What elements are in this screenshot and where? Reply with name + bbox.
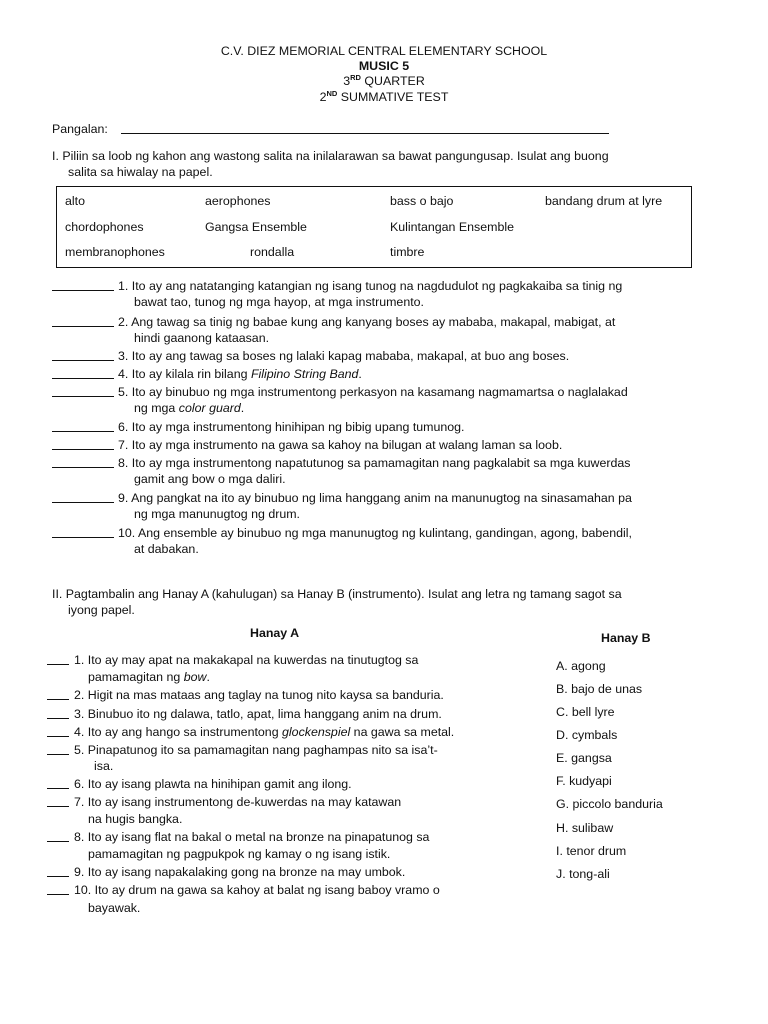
question-text-part: .: [240, 401, 245, 415]
answer-blank[interactable]: [52, 418, 114, 432]
matching-item-text-cont: isa.: [94, 759, 114, 773]
question-text: 10. Ang ensemble ay binubuo ng mga manunugtog ng kulintang, gandingan, agong, babendil,: [118, 526, 632, 540]
matching-item-text: 6. Ito ay isang plawta na hinihipan gamit ang ilong.: [74, 777, 352, 791]
matching-item-text-cont: na hugis bangka.: [88, 812, 183, 826]
subject-title: [0, 58, 768, 74]
school-name: C.V. DIEZ MEMORIAL CENTRAL ELEMENTARY SCHOOL: [220, 44, 548, 58]
word-bank-item: timbre: [390, 245, 425, 259]
word-bank-box: [56, 186, 692, 268]
question-text-emphasis: color guard: [178, 401, 241, 415]
matching-item-text: 9. Ito ay isang napakalaking gong na bronze na may umbok.: [74, 865, 406, 879]
question-text-emphasis: Filipino String Band: [250, 367, 359, 381]
question-text-cont: bawat tao, tunog ng mga hayop, at mga instrumento.: [134, 295, 424, 309]
part2-instruction: II. Pagtambalin ang Hanay A (kahulugan) sa Hanay B (instrumento). Isulat ang letra ng tamang sagot sa: [52, 587, 622, 601]
name-label: Pangalan:: [52, 122, 108, 136]
choice-item: G. piccolo banduria: [556, 797, 663, 811]
answer-blank[interactable]: [52, 436, 114, 450]
test-suffix: ND: [326, 89, 338, 98]
word-bank-item: bandang drum at lyre: [545, 194, 663, 208]
matching-item-text: 2. Higit na mas mataas ang taglay na tunog nito kaysa sa banduria.: [74, 688, 444, 702]
quarter-word: QUARTER: [360, 74, 425, 88]
choice-item: E. gangsa: [556, 751, 612, 765]
choice-item: I. tenor drum: [556, 844, 627, 858]
question-text-cont: ng mga manunugtog ng drum.: [134, 507, 301, 521]
answer-blank[interactable]: [52, 365, 114, 379]
matching-item-text-part: na gawa sa metal.: [350, 725, 455, 739]
matching-item-text-part: .: [206, 670, 210, 684]
word-bank-item: membranophones: [65, 245, 165, 259]
part1-instruction-cont: salita sa hiwalay na papel.: [68, 165, 213, 179]
part1-instruction: I. Piliin sa loob ng kahon ang wastong salita na inilalarawan sa bawat pangungusap. Isulat ang buong: [52, 149, 609, 163]
test-line: [0, 89, 768, 105]
quarter-number: 3: [343, 74, 351, 88]
word-bank-item: aerophones: [205, 194, 271, 208]
column-b-title: [601, 630, 651, 646]
question-text-cont: hindi gaanong kataasan.: [134, 331, 270, 345]
choice-item: C. bell lyre: [556, 705, 615, 719]
choice-item: B. bajo de unas: [556, 682, 643, 696]
matching-item-text: 5. Pinapatunog ito sa pamamagitan nang paghampas nito sa isa’t-: [74, 743, 438, 757]
choice-item: J. tong-ali: [556, 867, 610, 881]
matching-item-text-part: pamamagitan ng: [88, 670, 184, 684]
choice-item: D. cymbals: [556, 728, 618, 742]
question-text-cont: gamit ang bow o mga daliri.: [134, 472, 286, 486]
part2-instruction-cont: iyong papel.: [68, 603, 135, 617]
matching-item-emphasis: bow: [183, 670, 207, 684]
matching-item-text-cont: [88, 669, 210, 685]
matching-item-emphasis: glockenspiel: [282, 725, 351, 739]
answer-blank[interactable]: [47, 705, 69, 719]
question-text-part: 4. Ito ay kilala rin bilang: [118, 367, 251, 381]
question-text: 8. Ito ay mga instrumentong napatutunog sa pamamagitan nang pagkalabit sa mga kuwerdas: [118, 456, 631, 470]
answer-blank[interactable]: [52, 277, 114, 291]
answer-blank[interactable]: [52, 313, 114, 327]
matching-item-text-cont: pamamagitan ng pagpukpok ng kamay o ng isang istik.: [88, 847, 391, 861]
question-text: 9. Ang pangkat na ito ay binubuo ng lima hanggang anim na manunugtog na sinasamahan pa: [118, 491, 632, 505]
matching-item-text: 10. Ito ay drum na gawa sa kahoy at balat ng isang baboy vramo o: [74, 883, 440, 897]
word-bank-item: Gangsa Ensemble: [205, 220, 307, 234]
question-text: 1. Ito ay ang natatanging katangian ng isang tunog na nagdudulot ng pagkakaiba sa tinig ng: [118, 279, 623, 293]
question-text-part: ng mga: [134, 401, 179, 415]
answer-blank[interactable]: [52, 454, 114, 468]
word-bank-item: rondalla: [250, 245, 295, 259]
question-text-cont: [134, 400, 244, 416]
column-b-title-text: Hanay B: [601, 631, 651, 645]
answer-blank[interactable]: [52, 383, 114, 397]
matching-item-text-part: 4. Ito ay ang hango sa instrumentong: [74, 725, 283, 739]
answer-blank[interactable]: [52, 489, 114, 503]
answer-blank[interactable]: [47, 793, 69, 807]
column-a-title-text: Hanay A: [250, 626, 300, 640]
answer-blank[interactable]: [47, 881, 69, 895]
subject-label: MUSIC 5: [358, 59, 410, 73]
answer-blank[interactable]: [47, 723, 69, 737]
matching-item-text: 1. Ito ay may apat na makakapal na kuwerdas na tinutugtog sa: [74, 653, 419, 667]
matching-item-text: 7. Ito ay isang instrumentong de-kuwerdas na may katawan: [74, 795, 402, 809]
choice-item: F. kudyapi: [556, 774, 612, 788]
word-bank-item: chordophones: [65, 220, 144, 234]
matching-item-text: [74, 724, 454, 740]
question-text: 7. Ito ay mga instrumento na gawa sa kahoy na bilugan at walang laman sa loob.: [118, 438, 563, 452]
answer-blank[interactable]: [47, 686, 69, 700]
quarter-line: [0, 73, 768, 89]
word-bank-item: bass o bajo: [390, 194, 454, 208]
answer-blank[interactable]: [47, 828, 69, 842]
question-text-part: .: [358, 367, 362, 381]
question-text: 5. Ito ay binubuo ng mga instrumentong perkasyon na kasamang nagmamartsa o naglalakad: [118, 385, 628, 399]
answer-blank[interactable]: [47, 775, 69, 789]
choice-item: A. agong: [556, 659, 606, 673]
word-bank-item: alto: [65, 194, 85, 208]
answer-blank[interactable]: [52, 524, 114, 538]
choice-item: H. sulibaw: [556, 821, 614, 835]
name-field[interactable]: [121, 133, 609, 134]
answer-blank[interactable]: [47, 863, 69, 877]
question-text: 3. Ito ay ang tawag sa boses ng lalaki kapag mababa, makapal, at buo ang boses.: [118, 349, 570, 363]
question-text-cont: at dabakan.: [134, 542, 199, 556]
matching-item-text-cont: bayawak.: [88, 901, 141, 915]
question-text: 6. Ito ay mga instrumentong hinihipan ng bibig upang tumunog.: [118, 420, 465, 434]
question-text: 2. Ang tawag sa tinig ng babae kung ang kanyang boses ay mababa, makapal, mabigat, at: [118, 315, 616, 329]
test-word: SUMMATIVE TEST: [337, 90, 449, 104]
quarter-suffix: RD: [350, 73, 361, 82]
answer-blank[interactable]: [47, 741, 69, 755]
matching-item-text: 8. Ito ay isang flat na bakal o metal na bronze na pinapatunog sa: [74, 830, 430, 844]
answer-blank[interactable]: [52, 347, 114, 361]
matching-item-text: 3. Binubuo ito ng dalawa, tatlo, apat, lima hanggang anim na drum.: [74, 707, 442, 721]
word-bank-item: Kulintangan Ensemble: [390, 220, 514, 234]
question-text: [118, 366, 362, 382]
answer-blank[interactable]: [47, 651, 69, 665]
test-number: 2: [319, 90, 327, 104]
column-a-title: [250, 625, 299, 641]
